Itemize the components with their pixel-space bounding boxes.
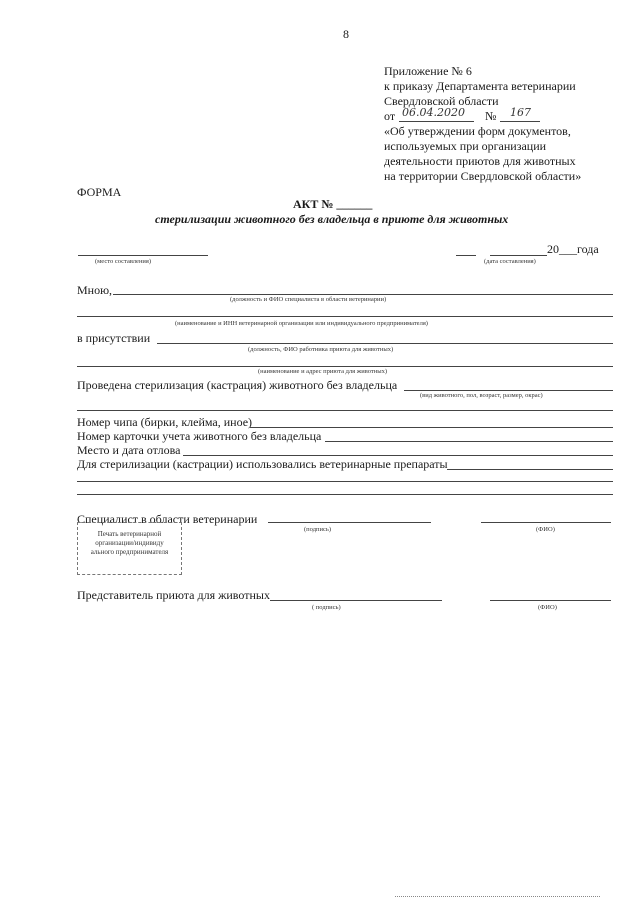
appendix-date-prefix: от xyxy=(384,109,396,123)
drugs-line[interactable] xyxy=(447,469,613,470)
shelter-rep-fio-line[interactable] xyxy=(490,600,611,601)
appendix-line-7: деятельности приютов для животных xyxy=(384,154,576,168)
appendix-number-line xyxy=(500,121,540,122)
forma-label: ФОРМА xyxy=(77,185,122,199)
card-line[interactable] xyxy=(325,441,613,442)
day-line xyxy=(456,255,476,256)
bottom-scan-line xyxy=(395,896,600,897)
shelter-line[interactable] xyxy=(77,366,613,367)
sterilization-line[interactable] xyxy=(404,390,613,391)
year-text: 20___года xyxy=(547,242,599,256)
mnoyu-label: Мною, xyxy=(77,283,113,297)
place-caption: (место составления) xyxy=(95,258,152,265)
capture-line[interactable] xyxy=(183,455,613,456)
org-caption: (наименование и ИНН ветеринарной организации или индивидуального предпринимателя) xyxy=(175,320,428,327)
org-line[interactable] xyxy=(77,316,613,317)
appendix-date-line xyxy=(399,121,474,122)
appendix-number-prefix: № xyxy=(485,109,497,123)
page-number: 8 xyxy=(343,27,349,41)
appendix-line-6: используемых при организации xyxy=(384,139,547,153)
mnoyu-caption: (должность и ФИО специалиста в области ветеринарии) xyxy=(230,296,387,303)
seal-text: Печать ветеринарной организации/индивиду ального предпринимателя xyxy=(90,530,169,556)
sterilization-label: Проведена стерилизация (кастрация) животного без владельца xyxy=(77,378,398,392)
presence-line[interactable] xyxy=(157,343,613,344)
drugs-extra-line-1[interactable] xyxy=(77,481,613,482)
specialist-signature-line[interactable] xyxy=(268,522,431,523)
specialist-fio-line[interactable] xyxy=(481,522,611,523)
appendix-line-2: к приказу Департамента ветеринарии xyxy=(384,79,576,93)
place-line xyxy=(78,255,208,256)
specialist-signature-caption: (подпись) xyxy=(304,526,331,533)
mnoyu-line[interactable] xyxy=(113,294,613,295)
drugs-label: Для стерилизации (кастрации) использовались ветеринарные препараты xyxy=(77,457,448,471)
presence-caption: (должность, ФИО работника приюта для животных) xyxy=(248,346,394,353)
capture-label: Место и дата отлова xyxy=(77,443,181,457)
appendix-line-5: «Об утверждении форм документов, xyxy=(384,124,571,138)
shelter-rep-fio-caption: (ФИО) xyxy=(538,604,557,611)
drugs-extra-line-2[interactable] xyxy=(77,494,613,495)
specialist-fio-caption: (ФИО) xyxy=(536,526,555,533)
presence-label: в присутствии xyxy=(77,331,151,345)
shelter-rep-label: Представитель приюта для животных xyxy=(77,588,270,602)
card-label: Номер карточки учета животного без владельца xyxy=(77,429,322,443)
month-line xyxy=(490,255,547,256)
shelter-rep-signature-caption: ( подпись) xyxy=(312,604,341,611)
appendix-line-8: на территории Свердловской области» xyxy=(384,169,582,183)
shelter-caption: (наименование и адрес приюта для животных) xyxy=(258,368,388,375)
animal-caption: (вид животного, пол, возраст, размер, окрас) xyxy=(420,392,543,399)
chip-line[interactable] xyxy=(250,427,613,428)
shelter-rep-signature-line[interactable] xyxy=(270,600,442,601)
chip-label: Номер чипа (бирки, клейма, иное) xyxy=(77,415,253,429)
act-subtitle: стерилизации животного без владельца в приюте для животных xyxy=(155,212,509,226)
appendix-number-value: 167 xyxy=(510,106,531,119)
appendix-line-3: Свердловской области xyxy=(384,94,499,108)
act-title: АКТ № ______ xyxy=(293,197,373,211)
appendix-line-1: Приложение № 6 xyxy=(384,64,472,78)
seal-box xyxy=(77,522,182,575)
date-caption: (дата составления) xyxy=(484,258,536,265)
appendix-date-value: 06.04.2020 xyxy=(402,106,465,119)
animal-extra-line[interactable] xyxy=(77,410,613,411)
specialist-label: Специалист в области ветеринарии xyxy=(77,512,258,526)
